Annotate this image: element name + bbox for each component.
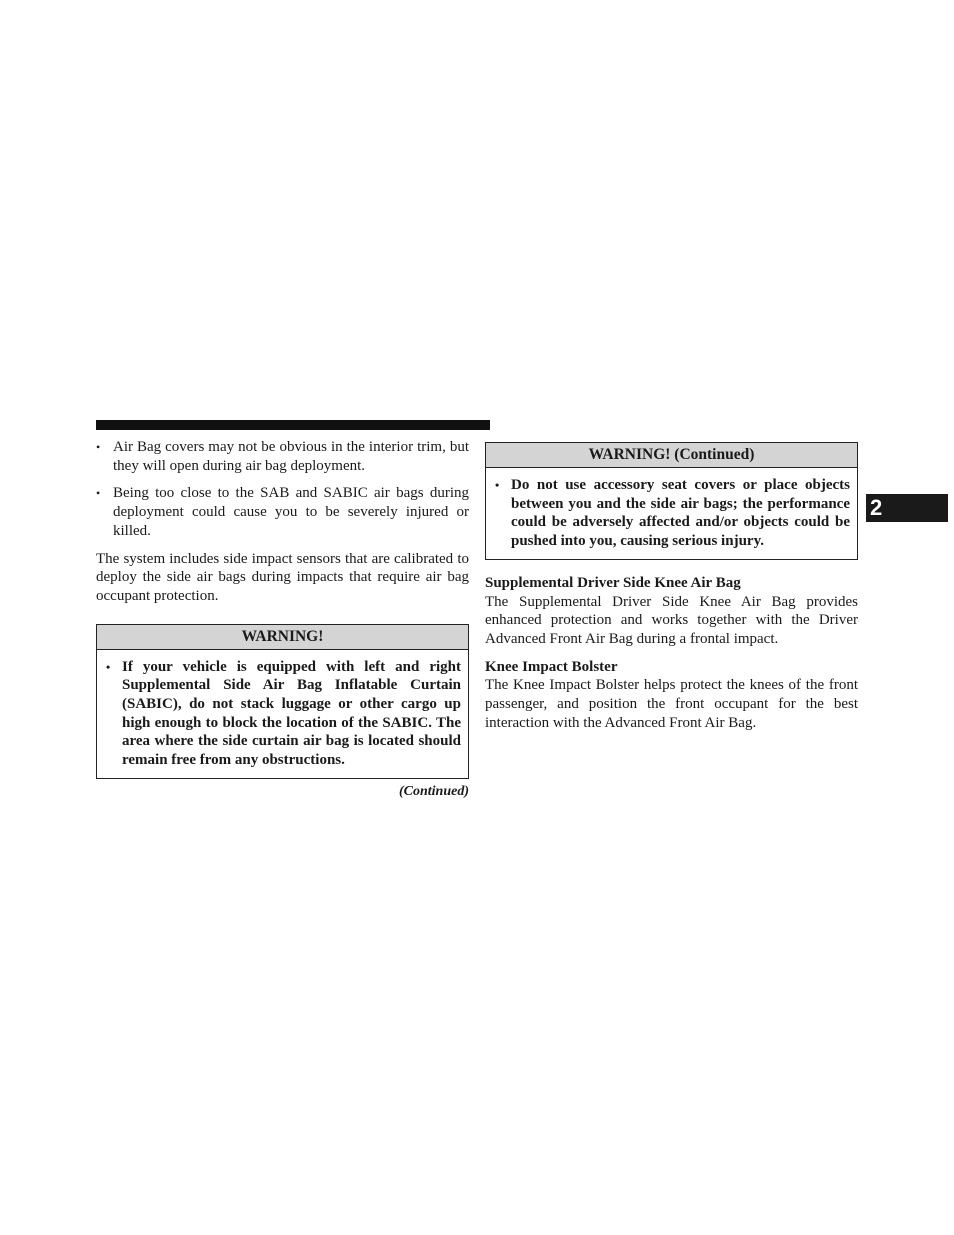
chapter-tab: 2 <box>866 494 948 522</box>
list-item: • Do not use accessory seat covers or place objects between you and the side air bags; the performance could be adversely affected and/or objects could be pushed into you, causing serious injury. <box>495 476 850 551</box>
warning-continued-title: WARNING! (Continued) <box>486 443 857 468</box>
warning-body <box>486 468 857 559</box>
warning-continued-box <box>485 442 858 560</box>
warning-body <box>97 650 468 778</box>
info-bullet-list <box>96 438 469 541</box>
side-impact-paragraph: The system includes side impact sensors that are calibrated to deploy the side air bags during impacts that require air bag occupant protection. <box>96 550 469 604</box>
section-heading: Knee Impact Bolster <box>485 658 618 675</box>
left-column <box>96 438 469 802</box>
warning-title: WARNING! <box>97 625 468 650</box>
list-item: • Air Bag covers may not be obvious in the interior trim, but they will open during air bag deployment. <box>96 438 469 475</box>
header-rule <box>96 420 490 430</box>
section-body: The Supplemental Driver Side Knee Air Bag provides enhanced protection and works together with the Driver Advanced Front Air Bag during a frontal impact. <box>485 593 858 647</box>
list-item: • If your vehicle is equipped with left and right Supplemental Side Air Bag Inflatable Curtain (SABIC), do not stack luggage or other cargo up high enough to block the location of the SABIC. The area where the side curtain air bag is located should remain free from any obstructions. <box>106 658 461 770</box>
warning-bullet-list <box>495 476 850 551</box>
warning-box <box>96 624 469 779</box>
right-column <box>485 442 858 732</box>
section-body: The Knee Impact Bolster helps protect the knees of the front passenger, and position the front occupant for the best interaction with the Advanced Front Air Bag. <box>485 677 858 731</box>
warning-bullet-list <box>106 658 461 770</box>
section-heading: Supplemental Driver Side Knee Air Bag <box>485 574 741 591</box>
continued-label: (Continued) <box>398 783 469 799</box>
list-item: • Being too close to the SAB and SABIC air bags during deployment could cause you to be severely injured or killed. <box>96 484 469 540</box>
